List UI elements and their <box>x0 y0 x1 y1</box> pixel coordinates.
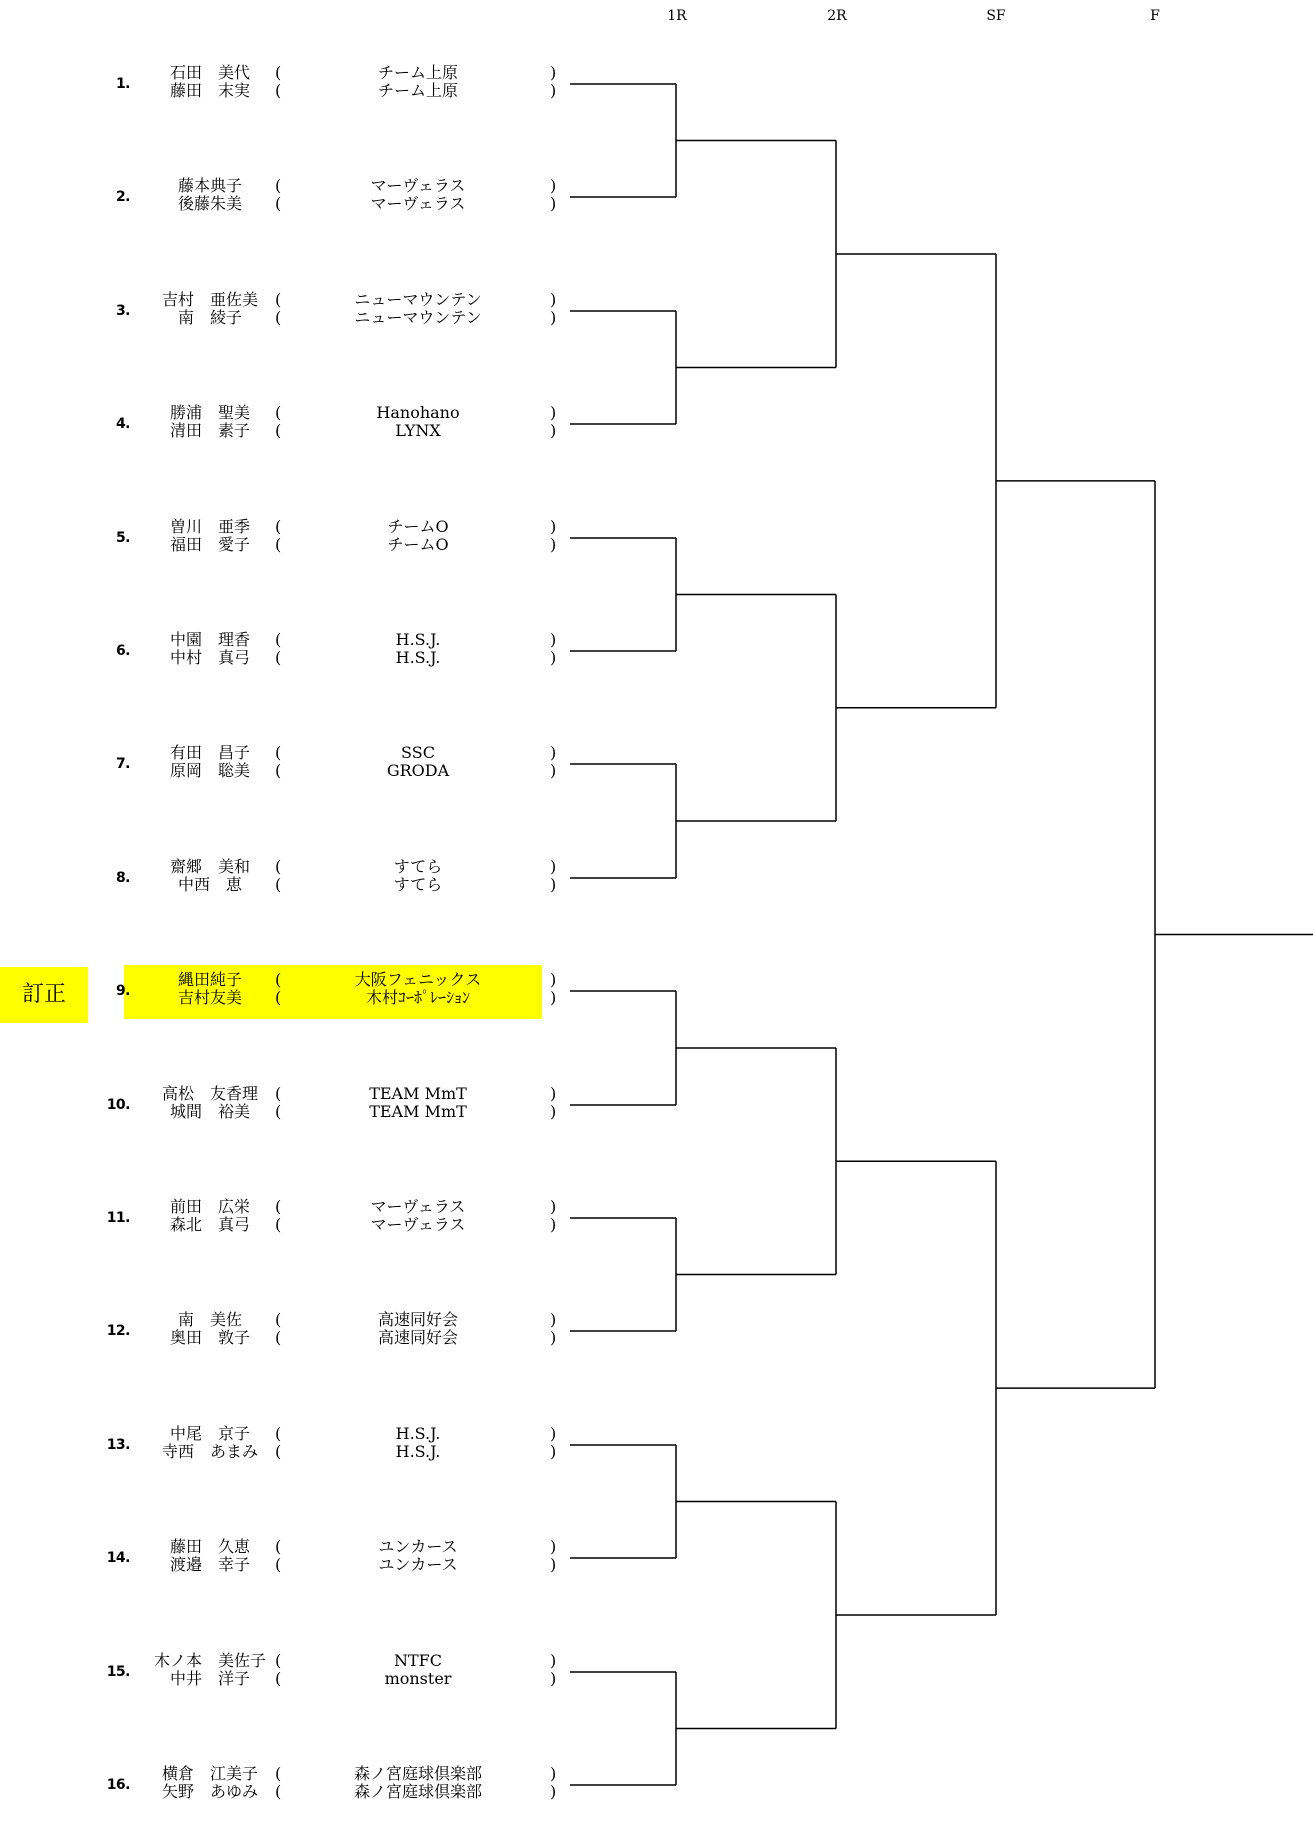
seed-number: 15. <box>106 1664 130 1680</box>
seed-number: 3. <box>115 303 130 319</box>
player-name: 奥田 敦子 <box>169 1328 250 1347</box>
seed-number: 2. <box>115 189 130 205</box>
round-header-sf: SF <box>986 8 1006 24</box>
draw-entry <box>0 404 560 464</box>
player-club: LYNX <box>395 421 441 440</box>
player-club: マーヴェラス <box>370 176 466 195</box>
paren-open: ( <box>275 81 282 100</box>
player-club: チームO <box>387 517 449 536</box>
round-header-2r: 2R <box>827 8 847 24</box>
player-name: 矢野 あゆみ <box>161 1782 258 1801</box>
seed-number: 1. <box>115 76 130 92</box>
correction-badge: 訂正 <box>0 967 88 1023</box>
round-header-f: F <box>1150 8 1160 24</box>
paren-close: ) <box>550 1084 557 1103</box>
player-club: マーヴェラス <box>370 194 466 213</box>
player-club: H.S.J. <box>395 630 441 649</box>
paren-open: ( <box>275 421 282 440</box>
player-name: 中園 理香 <box>169 630 250 649</box>
paren-open: ( <box>275 1197 282 1216</box>
paren-open: ( <box>275 1084 282 1103</box>
player-name: 中西 恵 <box>177 875 242 894</box>
draw-entry <box>0 518 560 578</box>
paren-open: ( <box>275 308 282 327</box>
paren-close: ) <box>550 630 557 649</box>
paren-close: ) <box>550 290 557 309</box>
paren-close: ) <box>550 1442 557 1461</box>
player-name: 森北 真弓 <box>169 1215 250 1234</box>
player-name: 高松 友香理 <box>161 1084 258 1103</box>
player-club: SSC <box>401 743 435 762</box>
player-name: 清田 素子 <box>169 421 250 440</box>
seed-number: 7. <box>115 756 130 772</box>
seed-number: 5. <box>115 530 130 546</box>
player-club: GRODA <box>386 761 450 780</box>
paren-close: ) <box>550 1651 557 1670</box>
paren-close: ) <box>550 421 557 440</box>
paren-open: ( <box>275 1537 282 1556</box>
paren-open: ( <box>275 1328 282 1347</box>
paren-close: ) <box>550 1537 557 1556</box>
paren-open: ( <box>275 761 282 780</box>
draw-entry <box>0 1425 560 1485</box>
player-name: 有田 昌子 <box>169 743 250 762</box>
player-club: ユンカース <box>378 1537 458 1556</box>
paren-close: ) <box>550 1328 557 1347</box>
player-club: TEAM MmT <box>369 1084 467 1103</box>
paren-open: ( <box>275 1215 282 1234</box>
player-club: 高速同好会 <box>377 1328 458 1347</box>
draw-entry <box>0 64 560 124</box>
paren-close: ) <box>550 857 557 876</box>
player-name: 後藤朱美 <box>177 194 242 213</box>
player-name: 勝浦 聖美 <box>169 403 250 422</box>
paren-close: ) <box>550 1102 557 1121</box>
draw-entry <box>0 971 560 1031</box>
draw-entry <box>0 1765 560 1825</box>
draw-entry <box>0 858 560 918</box>
draw-entry <box>0 631 560 691</box>
paren-open: ( <box>275 648 282 667</box>
player-club: ニューマウンテン <box>354 308 482 327</box>
seed-number: 4. <box>115 416 130 432</box>
paren-close: ) <box>550 1764 557 1783</box>
round-header-1r: 1R <box>667 8 687 24</box>
paren-open: ( <box>275 1782 282 1801</box>
seed-number: 16. <box>106 1777 130 1793</box>
player-name: 曽川 亜季 <box>169 517 250 536</box>
player-name: 中井 洋子 <box>169 1669 250 1688</box>
paren-close: ) <box>550 176 557 195</box>
player-name: 中村 真弓 <box>169 648 250 667</box>
player-club: 森ノ宮庭球倶楽部 <box>353 1782 482 1801</box>
player-club: チーム上原 <box>377 81 458 100</box>
seed-number: 6. <box>115 643 130 659</box>
paren-open: ( <box>275 1424 282 1443</box>
player-name: 福田 愛子 <box>169 535 250 554</box>
player-club: すてら <box>393 857 443 876</box>
seed-number: 13. <box>106 1437 130 1453</box>
player-name: 石田 美代 <box>169 63 250 82</box>
player-name: 南 綾子 <box>177 308 242 327</box>
paren-open: ( <box>275 1651 282 1670</box>
paren-open: ( <box>275 535 282 554</box>
paren-open: ( <box>275 988 282 1007</box>
player-club: TEAM MmT <box>369 1102 467 1121</box>
draw-entry <box>0 291 560 351</box>
seed-number: 10. <box>106 1097 130 1113</box>
player-club: monster <box>384 1669 452 1688</box>
draw-entry <box>0 1085 560 1145</box>
paren-open: ( <box>275 875 282 894</box>
paren-close: ) <box>550 194 557 213</box>
player-club: 大阪フェニックス <box>354 970 482 989</box>
player-club: すてら <box>393 875 443 894</box>
draw-entry <box>0 177 560 237</box>
player-name: 木ノ本 美佐子 <box>153 1651 266 1670</box>
draw-entry <box>0 1538 560 1598</box>
player-club: ユンカース <box>378 1555 458 1574</box>
paren-close: ) <box>550 743 557 762</box>
paren-close: ) <box>550 403 557 422</box>
paren-open: ( <box>275 63 282 82</box>
player-name: 南 美佐 <box>177 1310 242 1329</box>
player-name: 縄田純子 <box>177 970 242 989</box>
player-club: チームO <box>387 535 449 554</box>
seed-number: 8. <box>115 870 130 886</box>
player-club: ニューマウンテン <box>354 290 482 309</box>
paren-open: ( <box>275 1764 282 1783</box>
player-club: NTFC <box>393 1651 442 1670</box>
player-name: 齋郷 美和 <box>169 857 250 876</box>
player-club: 木村ｺｰﾎﾟﾚｰｼｮﾝ <box>365 988 470 1007</box>
paren-open: ( <box>275 290 282 309</box>
player-club: マーヴェラス <box>370 1215 466 1234</box>
paren-open: ( <box>275 194 282 213</box>
player-name: 前田 広栄 <box>169 1197 250 1216</box>
draw-entry <box>0 1198 560 1258</box>
paren-close: ) <box>550 1669 557 1688</box>
paren-open: ( <box>275 1442 282 1461</box>
seed-number: 9. <box>115 983 130 999</box>
paren-close: ) <box>550 648 557 667</box>
player-name: 城間 裕美 <box>169 1102 250 1121</box>
paren-close: ) <box>550 63 557 82</box>
seed-number: 12. <box>106 1323 130 1339</box>
paren-close: ) <box>550 875 557 894</box>
paren-close: ) <box>550 1555 557 1574</box>
player-club: マーヴェラス <box>370 1197 466 1216</box>
paren-open: ( <box>275 857 282 876</box>
paren-close: ) <box>550 81 557 100</box>
player-name: 渡邉 幸子 <box>169 1555 250 1574</box>
seed-number: 14. <box>106 1550 130 1566</box>
paren-close: ) <box>550 1424 557 1443</box>
player-club: H.S.J. <box>395 648 441 667</box>
paren-close: ) <box>550 308 557 327</box>
player-club: H.S.J. <box>395 1442 441 1461</box>
player-name: 中尾 京子 <box>169 1424 250 1443</box>
player-club: 高速同好会 <box>377 1310 458 1329</box>
player-name: 藤本典子 <box>177 176 242 195</box>
draw-entry <box>0 744 560 804</box>
paren-open: ( <box>275 176 282 195</box>
paren-close: ) <box>550 1310 557 1329</box>
player-club: H.S.J. <box>395 1424 441 1443</box>
player-club: Hanohano <box>376 403 460 422</box>
paren-close: ) <box>550 1197 557 1216</box>
paren-close: ) <box>550 535 557 554</box>
paren-close: ) <box>550 761 557 780</box>
paren-open: ( <box>275 1102 282 1121</box>
paren-open: ( <box>275 403 282 422</box>
paren-open: ( <box>275 970 282 989</box>
paren-close: ) <box>550 517 557 536</box>
player-name: 横倉 江美子 <box>161 1764 258 1783</box>
paren-open: ( <box>275 1669 282 1688</box>
player-name: 吉村友美 <box>177 988 242 1007</box>
draw-entry <box>0 1311 560 1371</box>
player-name: 寺西 あまみ <box>161 1442 258 1461</box>
paren-open: ( <box>275 517 282 536</box>
player-name: 藤田 末実 <box>169 81 250 100</box>
draw-entry <box>0 1652 560 1712</box>
player-club: 森ノ宮庭球倶楽部 <box>353 1764 482 1783</box>
paren-open: ( <box>275 630 282 649</box>
paren-close: ) <box>550 988 557 1007</box>
player-club: チーム上原 <box>377 63 458 82</box>
paren-open: ( <box>275 1310 282 1329</box>
player-name: 吉村 亜佐美 <box>161 290 258 309</box>
player-name: 原岡 聡美 <box>169 761 250 780</box>
player-name: 藤田 久恵 <box>169 1537 250 1556</box>
paren-open: ( <box>275 743 282 762</box>
seed-number: 11. <box>106 1210 130 1226</box>
paren-close: ) <box>550 1215 557 1234</box>
paren-close: ) <box>550 970 557 989</box>
paren-open: ( <box>275 1555 282 1574</box>
paren-close: ) <box>550 1782 557 1801</box>
